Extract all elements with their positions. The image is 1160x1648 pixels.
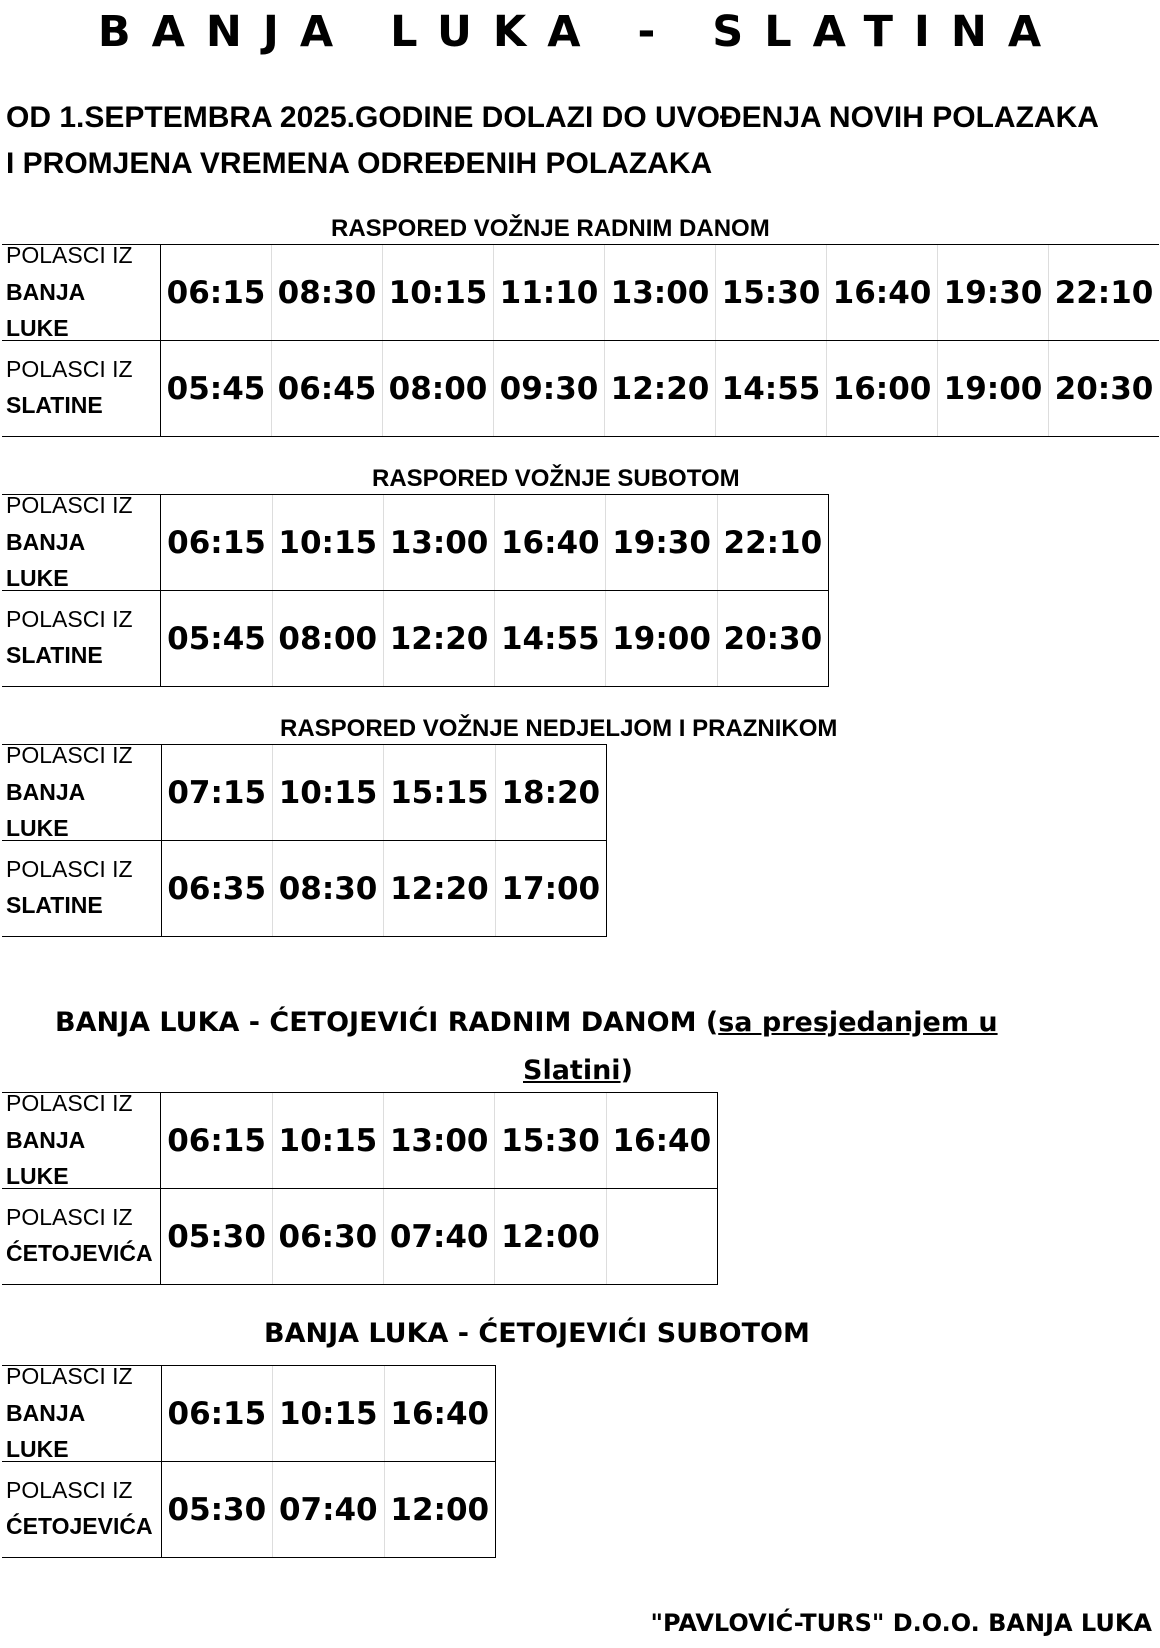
departure-time: 11:10 <box>494 245 605 341</box>
departure-time: 22:10 <box>1049 245 1160 341</box>
departure-time: 07:15 <box>161 745 272 841</box>
departure-time: 08:00 <box>383 341 494 437</box>
cetojevici-weekday-title <box>55 1006 998 1040</box>
departure-time: 19:30 <box>606 495 717 591</box>
cetojevici-weekday-timetable <box>2 1092 718 1285</box>
label-polasci-iz: POLASCI IZ <box>6 356 133 382</box>
label-polasci-iz: POLASCI IZ <box>6 744 133 768</box>
label-polasci-iz: POLASCI IZ <box>6 606 133 632</box>
table-row-from-banja-luka <box>2 495 829 591</box>
label-polasci-iz: POLASCI IZ <box>6 1204 133 1230</box>
departure-time: 10:15 <box>383 245 494 341</box>
cetojevici-saturday-timetable <box>2 1365 496 1558</box>
label-banja: BANJA <box>6 779 86 805</box>
company-footer: "PAVLOVIĆ-TURS" D.O.O. BANJA LUKA <box>650 1609 1152 1637</box>
label-banja: BANJA <box>6 1127 86 1153</box>
departure-time: 10:15 <box>272 745 383 841</box>
label-polasci-iz: POLASCI IZ <box>6 1092 133 1116</box>
label-slatine: SLATINE <box>6 392 103 418</box>
departure-time: 15:15 <box>384 745 495 841</box>
departure-time: 05:30 <box>161 1189 272 1285</box>
departure-time: 19:00 <box>938 341 1049 437</box>
departure-time: 13:00 <box>605 245 716 341</box>
departure-time: 08:00 <box>272 591 383 687</box>
departure-time: 12:00 <box>384 1462 495 1558</box>
departure-time: 08:30 <box>272 841 383 937</box>
label-polasci-iz: POLASCI IZ <box>6 856 133 882</box>
row-label-from-slatina <box>2 841 161 937</box>
departure-time: 12:20 <box>605 341 716 437</box>
departure-time: 12:20 <box>383 591 494 687</box>
label-luke: LUKE <box>6 1163 69 1189</box>
weekday-timetable <box>2 244 1159 437</box>
saturday-timetable <box>2 494 829 687</box>
row-label-from-slatina <box>2 341 161 437</box>
label-banja: BANJA <box>6 279 86 305</box>
departure-time: 06:15 <box>161 495 272 591</box>
row-label-from-banja-luka <box>2 745 161 841</box>
sunday-schedule-title: RASPORED VOŽNJE NEDJELJOM I PRAZNIKOM <box>280 715 838 742</box>
departure-time: 19:00 <box>606 591 717 687</box>
departure-time: 16:40 <box>495 495 606 591</box>
cetojevici-weekday-title-main: BANJA LUKA - ĆETOJEVIĆI RADNIM DANOM <box>55 1007 697 1038</box>
notice-line-1: OD 1.SEPTEMBRA 2025.GODINE DOLAZI DO UVOĐENJA NOVIH POLAZAKA <box>6 101 1099 134</box>
departure-time-empty <box>606 1189 717 1285</box>
departure-time: 07:40 <box>273 1462 384 1558</box>
label-luke: LUKE <box>6 815 69 841</box>
departure-time: 07:40 <box>384 1189 495 1285</box>
title-note-line-2: Slatini <box>523 1055 621 1086</box>
departure-time: 17:00 <box>495 841 606 937</box>
departure-time: 05:30 <box>161 1462 272 1558</box>
table-row-from-banja-luka <box>2 245 1159 341</box>
departure-time: 06:30 <box>272 1189 383 1285</box>
departure-time: 06:15 <box>161 1366 272 1462</box>
departure-time: 06:35 <box>161 841 272 937</box>
sunday-timetable <box>2 744 607 937</box>
label-luke: LUKE <box>6 565 69 591</box>
title-note-line-1: sa presjedanjem u <box>718 1007 998 1038</box>
cetojevici-weekday-title-cont <box>523 1054 633 1088</box>
departure-time: 15:30 <box>495 1093 606 1189</box>
row-label-from-banja-luka <box>2 245 161 341</box>
departure-time: 06:45 <box>272 341 383 437</box>
departure-time: 16:40 <box>384 1366 495 1462</box>
label-polasci-iz: POLASCI IZ <box>6 1477 133 1503</box>
saturday-schedule-title: RASPORED VOŽNJE SUBOTOM <box>372 465 740 492</box>
label-polasci-iz: POLASCI IZ <box>6 1365 133 1389</box>
title-paren-close: ) <box>620 1055 633 1086</box>
departure-time: 12:20 <box>384 841 495 937</box>
row-label-from-cetojevici <box>2 1189 161 1285</box>
cetojevici-saturday-title: BANJA LUKA - ĆETOJEVIĆI SUBOTOM <box>264 1318 810 1349</box>
departure-time: 15:30 <box>716 245 827 341</box>
table-row-from-banja-luka <box>2 745 607 841</box>
table-row-from-slatina <box>2 591 829 687</box>
departure-time: 19:30 <box>938 245 1049 341</box>
label-cetojevica: ĆETOJEVIĆA <box>6 1513 153 1539</box>
departure-time: 16:40 <box>606 1093 717 1189</box>
label-banja: BANJA <box>6 1400 86 1426</box>
row-label-from-banja-luka <box>2 1093 161 1189</box>
departure-time: 06:15 <box>161 245 272 341</box>
departure-time: 14:55 <box>495 591 606 687</box>
departure-time: 05:45 <box>161 341 272 437</box>
label-polasci-iz: POLASCI IZ <box>6 494 133 518</box>
table-row-from-slatina <box>2 341 1159 437</box>
departure-time: 13:00 <box>384 1093 495 1189</box>
departure-time: 16:40 <box>827 245 938 341</box>
departure-time: 06:15 <box>161 1093 272 1189</box>
table-row-from-slatina <box>2 841 607 937</box>
page-title: BANJA LUKA - SLATINA <box>97 7 1063 57</box>
departure-time: 22:10 <box>717 495 828 591</box>
departure-time: 10:15 <box>273 1366 384 1462</box>
departure-time: 20:30 <box>1049 341 1160 437</box>
label-slatine: SLATINE <box>6 892 103 918</box>
row-label-from-slatina <box>2 591 161 687</box>
row-label-from-banja-luka <box>2 1366 161 1462</box>
departure-time: 14:55 <box>716 341 827 437</box>
departure-time: 09:30 <box>494 341 605 437</box>
table-row-from-cetojevici <box>2 1189 718 1285</box>
departure-time: 10:15 <box>272 1093 383 1189</box>
departure-time: 18:20 <box>495 745 606 841</box>
label-luke: LUKE <box>6 1436 69 1462</box>
table-row-from-banja-luka <box>2 1366 496 1462</box>
label-cetojevica: ĆETOJEVIĆA <box>6 1240 153 1266</box>
departure-time: 10:15 <box>272 495 383 591</box>
label-banja: BANJA <box>6 529 86 555</box>
label-luke: LUKE <box>6 315 69 341</box>
table-row-from-cetojevici <box>2 1462 496 1558</box>
row-label-from-cetojevici <box>2 1462 161 1558</box>
weekday-schedule-title: RASPORED VOŽNJE RADNIM DANOM <box>331 215 770 242</box>
departure-time: 16:00 <box>827 341 938 437</box>
departure-time: 05:45 <box>161 591 272 687</box>
label-polasci-iz: POLASCI IZ <box>6 244 133 268</box>
notice-line-2: I PROMJENA VREMENA ODREĐENIH POLAZAKA <box>6 147 713 180</box>
departure-time: 13:00 <box>383 495 494 591</box>
title-paren-open: ( <box>705 1007 719 1038</box>
table-row-from-banja-luka <box>2 1093 718 1189</box>
departure-time: 12:00 <box>495 1189 606 1285</box>
row-label-from-banja-luka <box>2 495 161 591</box>
departure-time: 08:30 <box>272 245 383 341</box>
departure-time: 20:30 <box>717 591 828 687</box>
label-slatine: SLATINE <box>6 642 103 668</box>
